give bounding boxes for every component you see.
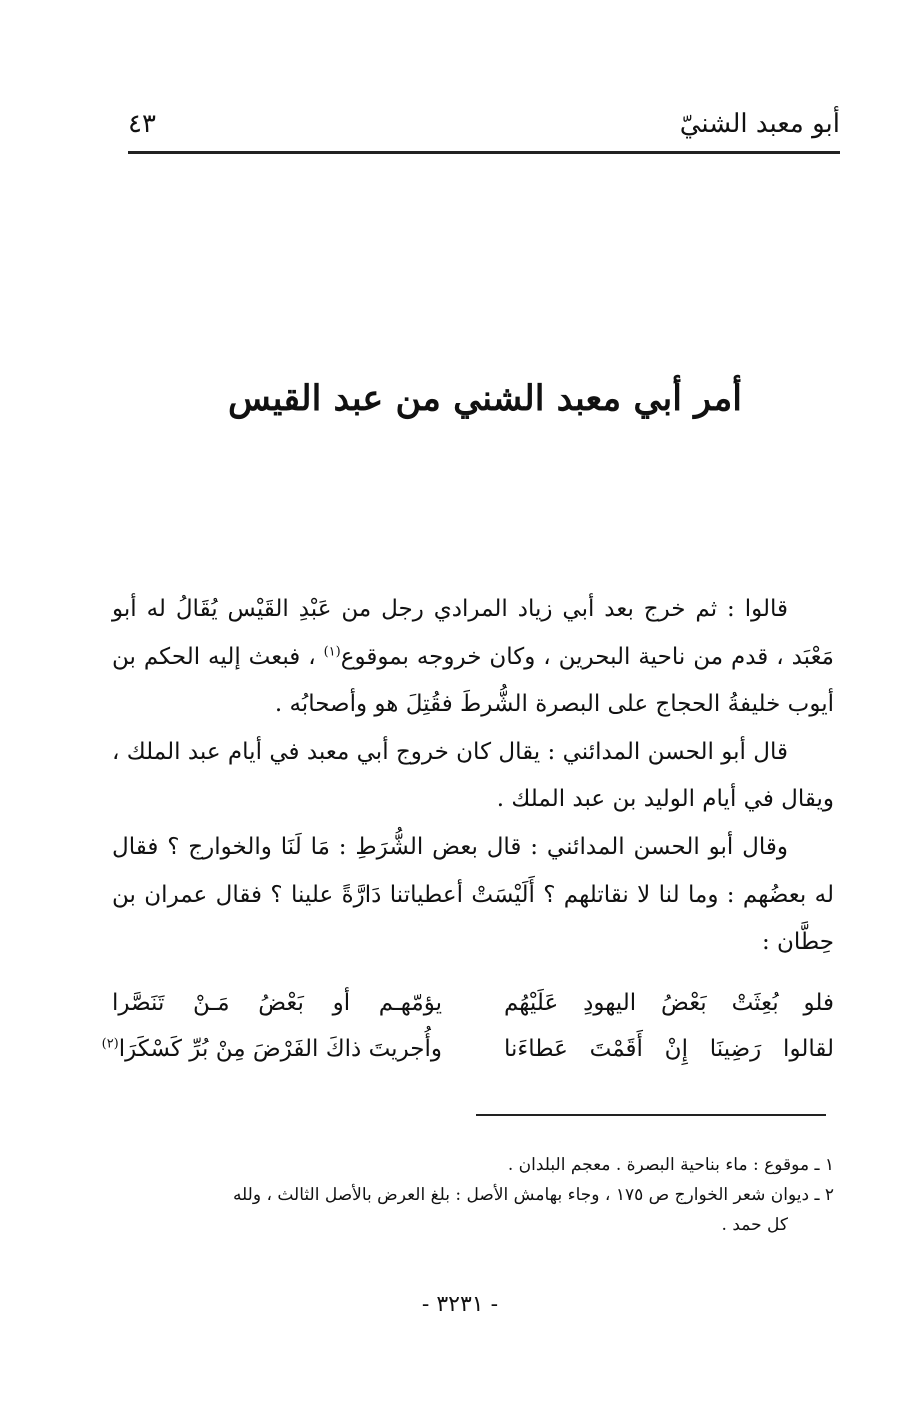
- running-header-page-number: ٤٣: [128, 109, 156, 139]
- paragraph-text: قالوا : ثم خرج بعد أبي زياد المرادي رجل من عَبْدِ القَيْس يُقَالُ له أبو مَعْبَد ، قدم من ناحية البحرين ، وكان خروجه بموقوع: [112, 596, 835, 670]
- body-text: [112, 586, 834, 967]
- footnote-1: ١ ـ موقوع : ماء بناحية البصرة . معجم البلدان .: [507, 1155, 834, 1175]
- footnote-rule: [476, 1114, 826, 1116]
- footnote-ref-2: (٢): [101, 1036, 119, 1052]
- paragraph: [112, 586, 834, 729]
- header-rule: [128, 151, 840, 154]
- footnotes: [110, 1150, 834, 1240]
- footnote-ref-1: (١): [323, 643, 341, 659]
- verse-first-hemistich: لقالوا رَضِينَا إِنْ أَقَمْتَ عَطاءَنا: [504, 1036, 834, 1062]
- paragraph: قال أبو الحسن المدائني : يقال كان خروج أبي معبد في أيام عبد الملك ، ويقال في أيام الوليد بن عبد الملك .: [112, 738, 834, 813]
- verse-line: [101, 1026, 834, 1072]
- poem: [101, 980, 834, 1072]
- verse-second-hemistich: [101, 1026, 442, 1072]
- verse-text: وأُجريتَ ذاكَ الفَرْضَ مِنْ بُرِّ كَسْكَرَا: [118, 1036, 442, 1062]
- verse-first-hemistich: فلو بُعِثَتْ بَعْضُ اليهودِ عَلَيْهُم: [504, 990, 834, 1016]
- running-header-title: أبو معبد الشنيّ: [679, 109, 840, 139]
- folio-number: - ٣٢٣١ -: [421, 1292, 499, 1317]
- footnote-2: ٢ ـ ديوان شعر الخوارج ص ١٧٥ ، وجاء بهامش الأصل : بلغ العرض بالأصل الثالث ، ولله: [232, 1185, 834, 1205]
- verse-second-hemistich: يؤمّهـم أو بَعْضُ مَـنْ تَنَصَّرا: [112, 990, 442, 1016]
- verse-line: [112, 980, 834, 1026]
- running-header: [128, 104, 840, 144]
- footnote-2-continuation: كل حمد .: [721, 1215, 788, 1235]
- paragraph: وقال أبو الحسن المدائني : قال بعض الشُّرَطِ : مَا لَنَا والخوارج ؟ فقال له بعضُهم : وما لنا لا نقاتلهم ؟ أَلَيْسَتْ أعطياتنا دَارَّةً علينا ؟ فقال عمران بن حِطَّان :: [112, 833, 834, 956]
- chapter-title: أمر أبي معبد الشني من عبد القيس: [228, 378, 742, 419]
- paragraph-text: ، فبعث إليه الحكم بن أيوب خليفةُ الحجاج على البصرة الشُّرطَ فقُتِلَ هو وأصحابُه .: [112, 643, 834, 718]
